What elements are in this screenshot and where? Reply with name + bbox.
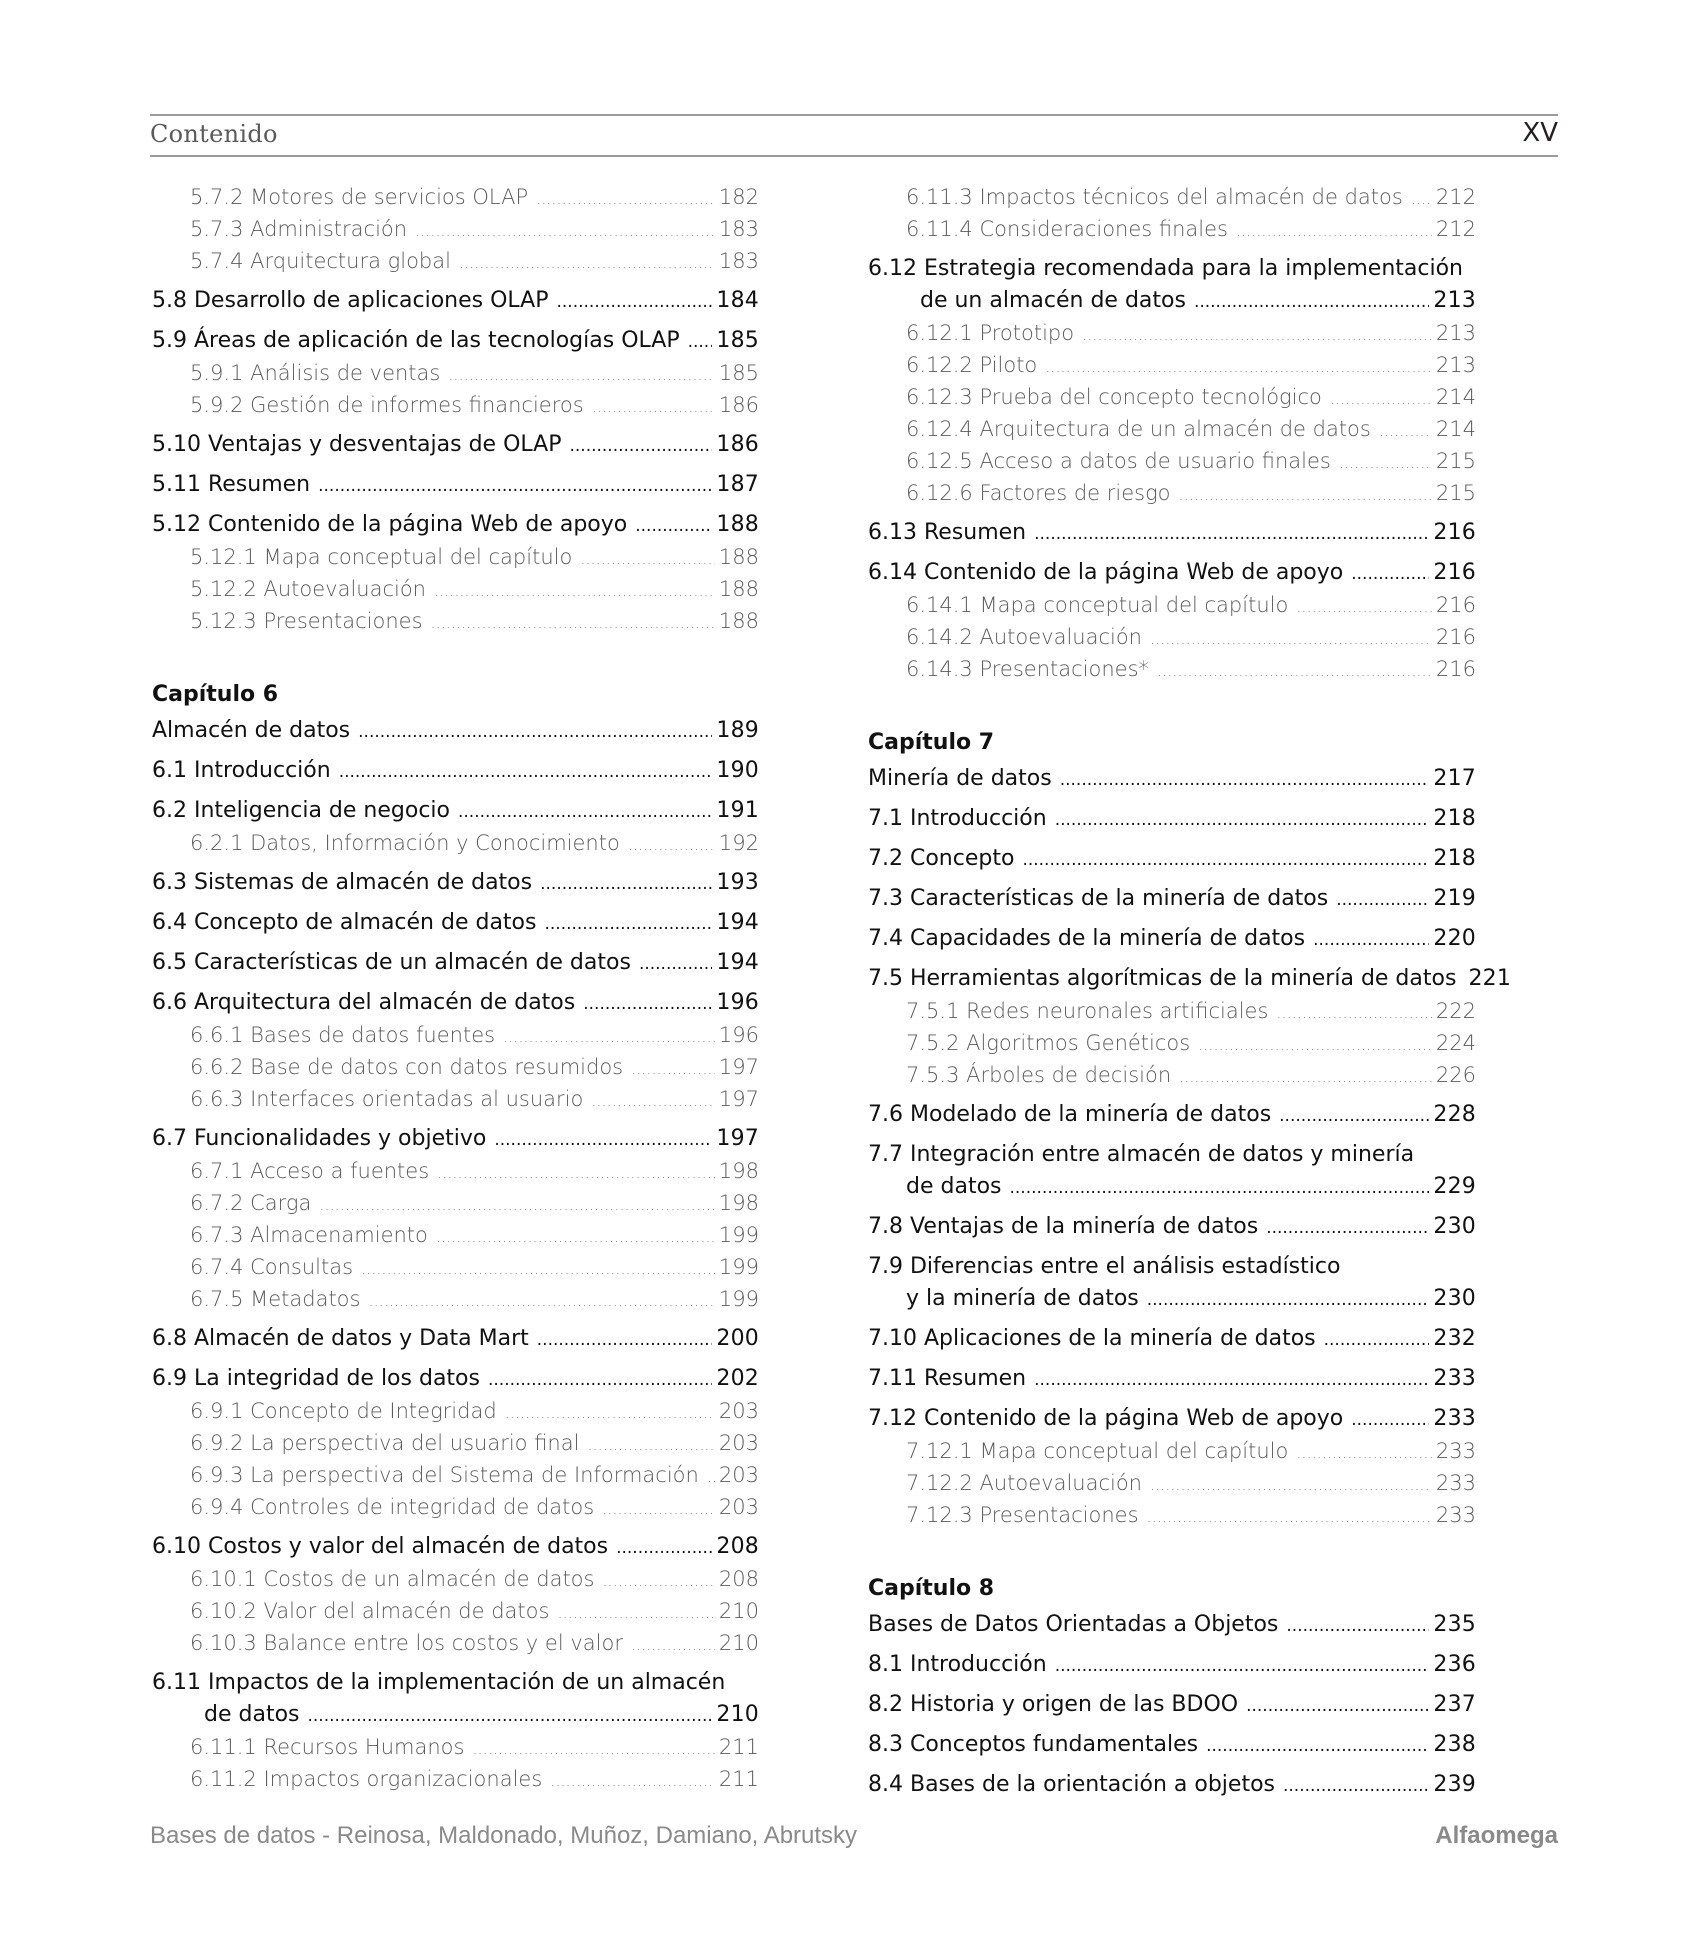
- dot-leader: [1279, 1100, 1429, 1132]
- toc-section[interactable]: 5.11 Resumen ..... 187: [152, 469, 759, 501]
- toc-page-number: 203: [718, 1431, 759, 1455]
- dot-leader: [602, 1493, 715, 1525]
- dot-leader: [1060, 764, 1430, 796]
- dot-leader: [1296, 1437, 1432, 1469]
- toc-page-number: 190: [716, 758, 759, 783]
- toc-section[interactable]: 7.1 Introducción ..... 218: [868, 803, 1476, 835]
- toc-page-number: 216: [1435, 593, 1476, 617]
- toc-section[interactable]: 7.5 Herramientas algorítmicas de la minería de datos 221: [868, 963, 1476, 995]
- dot-leader: [458, 796, 712, 828]
- dot-leader: [503, 1021, 715, 1053]
- dot-leader: [1055, 1650, 1430, 1682]
- header-bottom-rule: [150, 155, 1558, 157]
- toc-entry[interactable]: 6.6.2 Base de datos con datos resumidos ..... 197: [152, 1051, 759, 1083]
- toc-page-number: 233: [1435, 1471, 1476, 1495]
- dot-leader: [569, 430, 712, 462]
- toc-page-number: 185: [718, 361, 759, 385]
- dot-leader: [537, 1324, 713, 1356]
- toc-entry[interactable]: 7.5.2 Algoritmos Genéticos ..... 224: [868, 1027, 1476, 1059]
- dot-leader: [1313, 924, 1429, 956]
- toc-page-number: 211: [718, 1735, 759, 1759]
- toc-page-number: 194: [716, 910, 759, 935]
- toc-page-number: 221: [1468, 966, 1512, 991]
- dot-leader: [1194, 286, 1429, 318]
- toc-page-number: 188: [718, 577, 759, 601]
- toc-section-line1[interactable]: 6.11 Impactos de la implementación de un almacén: [152, 1670, 726, 1695]
- dot-leader: [318, 470, 712, 502]
- toc-page-number: 233: [1435, 1503, 1476, 1527]
- toc-page-number: 211: [718, 1767, 759, 1791]
- toc-section[interactable]: 8.1 Introducción ..... 236: [868, 1649, 1476, 1681]
- toc-page-number: 198: [718, 1159, 759, 1183]
- toc-page-number: 213: [1435, 353, 1476, 377]
- dot-leader: [1179, 1061, 1432, 1093]
- toc-entry[interactable]: 6.12.5 Acceso a datos de usuario finales ..... 215: [868, 445, 1476, 477]
- toc-page-number: 219: [1433, 886, 1476, 911]
- toc-entry[interactable]: 6.11.1 Recursos Humanos ..... 211: [152, 1731, 759, 1763]
- dot-leader: [639, 948, 712, 980]
- dot-leader: [308, 1700, 713, 1732]
- dot-leader: [1266, 1212, 1429, 1244]
- toc-page-number: 214: [1435, 385, 1476, 409]
- toc-page-number: 230: [1433, 1286, 1476, 1311]
- toc-entry[interactable]: 7.5.1 Redes neuronales artificiales ..... 222: [868, 995, 1476, 1027]
- dot-leader: [361, 1253, 715, 1285]
- dot-leader: [1236, 215, 1432, 247]
- toc-chapter-title[interactable]: Almacén de datos ..... 189: [152, 715, 759, 747]
- toc-page-number: 199: [718, 1255, 759, 1279]
- dot-leader: [707, 1461, 715, 1493]
- toc-entry[interactable]: 6.12.3 Prueba del concepto tecnológico ..... 214: [868, 381, 1476, 413]
- toc-page-number: 213: [1433, 288, 1476, 313]
- dot-leader: [459, 247, 715, 279]
- toc-page-number: 198: [718, 1191, 759, 1215]
- footer-publisher: Alfaomega: [1435, 1822, 1558, 1849]
- toc-page-number: 212: [1435, 217, 1476, 241]
- toc-section[interactable]: 6.6 Arquitectura del almacén de datos ..... 196: [152, 987, 759, 1019]
- toc-entry[interactable]: 6.6.1 Bases de datos fuentes ..... 196: [152, 1019, 759, 1051]
- toc-entry[interactable]: 5.12.3 Presentaciones ..... 188: [152, 605, 759, 637]
- toc-entry[interactable]: 7.5.3 Árboles de decisión ..... 226: [868, 1059, 1476, 1091]
- dot-leader: [448, 359, 715, 391]
- toc-section[interactable]: 7.12 Contenido de la página Web de apoyo ..... 233: [868, 1403, 1476, 1435]
- toc-page-number: 194: [716, 950, 759, 975]
- toc-page-number: 197: [718, 1087, 759, 1111]
- toc-section[interactable]: 6.14 Contenido de la página Web de apoyo ..... 216: [868, 557, 1476, 589]
- dot-leader: [1157, 655, 1432, 687]
- toc-page-number: 235: [1433, 1612, 1476, 1637]
- dot-leader: [536, 183, 715, 215]
- dot-leader: [1246, 1690, 1429, 1722]
- dot-leader: [1147, 1501, 1432, 1533]
- toc-page-number: 182: [718, 185, 759, 209]
- dot-leader: [544, 908, 712, 940]
- toc-page-number: 218: [1433, 846, 1476, 871]
- toc-section[interactable]: 6.3 Sistemas de almacén de datos ..... 193: [152, 867, 759, 899]
- dot-leader: [1082, 319, 1432, 351]
- toc-page-number: 222: [1435, 999, 1476, 1023]
- toc-section[interactable]: 7.2 Concepto ..... 218: [868, 843, 1476, 875]
- toc-page-number: 188: [716, 512, 759, 537]
- toc-entry[interactable]: 6.7.5 Metadatos ..... 199: [152, 1283, 759, 1315]
- header-top-rule: [150, 114, 1558, 116]
- chapter-heading: Capítulo 7: [868, 730, 995, 755]
- toc-section[interactable]: 7.4 Capacidades de la minería de datos ..... 220: [868, 923, 1476, 955]
- toc-section[interactable]: 6.10 Costos y valor del almacén de datos ..... 208: [152, 1531, 759, 1563]
- toc-page-number: 236: [1433, 1652, 1476, 1677]
- toc-page-number: 189: [716, 718, 759, 743]
- toc-chapter-title[interactable]: Bases de Datos Orientadas a Objetos ..... 235: [868, 1609, 1476, 1641]
- dot-leader: [550, 1765, 715, 1797]
- toc-entry[interactable]: 6.10.1 Costos de un almacén de datos ..... 208: [152, 1563, 759, 1595]
- dot-leader: [1286, 1610, 1429, 1642]
- toc-entry[interactable]: 7.12.1 Mapa conceptual del capítulo ..... 233: [868, 1435, 1476, 1467]
- toc-page-number: 193: [716, 870, 759, 895]
- footer-book-info: Bases de datos - Reinosa, Maldonado, Muñoz, Damiano, Abrutsky: [150, 1822, 858, 1849]
- dot-leader: [591, 1085, 715, 1117]
- toc-page-number: 213: [1435, 321, 1476, 345]
- toc-page-number: 233: [1435, 1439, 1476, 1463]
- dot-leader: [1010, 1172, 1430, 1204]
- toc-page-number: 226: [1435, 1063, 1476, 1087]
- toc-entry[interactable]: 6.7.4 Consultas ..... 199: [152, 1251, 759, 1283]
- dot-leader: [494, 1124, 712, 1156]
- toc-page-number: 210: [716, 1702, 759, 1727]
- dot-leader: [436, 1221, 715, 1253]
- toc-page-number: 216: [1433, 560, 1476, 585]
- toc-entry[interactable]: 6.9.3 La perspectiva del Sistema de Información ..... 203: [152, 1459, 759, 1491]
- dot-leader: [1379, 415, 1432, 447]
- toc-entry[interactable]: 5.9.2 Gestión de informes financieros ..... 186: [152, 389, 759, 421]
- toc-section[interactable]: 6.5 Características de un almacén de datos ..... 194: [152, 947, 759, 979]
- dot-leader: [1324, 1324, 1430, 1356]
- dot-leader: [1296, 591, 1432, 623]
- toc-entry[interactable]: 5.7.3 Administración ..... 183: [152, 213, 759, 245]
- toc-page-number: 186: [716, 432, 759, 457]
- dot-leader: [1351, 558, 1429, 590]
- toc-page-number: 230: [1433, 1214, 1476, 1239]
- toc-page-number: 237: [1433, 1692, 1476, 1717]
- toc-page-number: 216: [1435, 657, 1476, 681]
- toc-section[interactable]: 5.10 Ventajas y desventajas de OLAP ..... 186: [152, 429, 759, 461]
- toc-section[interactable]: 6.4 Concepto de almacén de datos ..... 194: [152, 907, 759, 939]
- toc-section[interactable]: 7.10 Aplicaciones de la minería de datos ..... 232: [868, 1323, 1476, 1355]
- toc-page-number: 229: [1433, 1174, 1476, 1199]
- toc-entry[interactable]: 6.9.2 La perspectiva del usuario final ..... 203: [152, 1427, 759, 1459]
- toc-page-number: 233: [1433, 1406, 1476, 1431]
- toc-entry[interactable]: 5.7.4 Arquitectura global ..... 183: [152, 245, 759, 277]
- dot-leader: [1022, 844, 1429, 876]
- toc-entry[interactable]: 6.14.2 Autoevaluación ..... 216: [868, 621, 1476, 653]
- dot-leader: [1034, 518, 1429, 550]
- toc-entry[interactable]: 6.11.2 Impactos organizacionales ..... 211: [152, 1763, 759, 1795]
- dot-leader: [434, 575, 715, 607]
- dot-leader: [1351, 1404, 1429, 1436]
- chapter-heading: Capítulo 6: [152, 682, 279, 707]
- toc-entry[interactable]: 6.7.2 Carga ..... 198: [152, 1187, 759, 1219]
- dot-leader: [1198, 1029, 1432, 1061]
- toc-section[interactable]: 7.8 Ventajas de la minería de datos ..... 230: [868, 1211, 1476, 1243]
- dot-leader: [339, 756, 713, 788]
- toc-section[interactable]: 5.12 Contenido de la página Web de apoyo ..... 188: [152, 509, 759, 541]
- toc-page-number: 191: [716, 798, 759, 823]
- toc-section[interactable]: 7.3 Características de la minería de datos ..... 219: [868, 883, 1476, 915]
- dot-leader: [1276, 997, 1432, 1029]
- toc-section[interactable]: 8.4 Bases de la orientación a objetos ..... 239: [868, 1769, 1476, 1801]
- dot-leader: [1055, 804, 1430, 836]
- toc-page-number: 239: [1433, 1772, 1476, 1797]
- toc-page-number: 185: [716, 328, 759, 353]
- toc-page-number: 216: [1433, 520, 1476, 545]
- dot-leader: [1206, 1730, 1429, 1762]
- toc-page-number: 220: [1433, 926, 1476, 951]
- toc-entry[interactable]: 7.12.2 Autoevaluación ..... 233: [868, 1467, 1476, 1499]
- toc-page-number: 186: [718, 393, 759, 417]
- toc-page-number: 196: [718, 1023, 759, 1047]
- toc-entry[interactable]: 6.10.2 Valor del almacén de datos ..... 210: [152, 1595, 759, 1627]
- toc-page-number: 187: [716, 472, 759, 497]
- toc-entry[interactable]: 6.11.3 Impactos técnicos del almacén de datos ..... 212: [868, 181, 1476, 213]
- toc-left-column: [152, 181, 759, 1795]
- toc-page-number: 215: [1435, 449, 1476, 473]
- toc-page-number: 197: [716, 1126, 759, 1151]
- dot-leader: [1330, 383, 1432, 415]
- toc-page-number: 203: [718, 1399, 759, 1423]
- toc-page-number: 233: [1433, 1366, 1476, 1391]
- toc-section-line1[interactable]: 6.12 Estrategia recomendada para la implementación: [868, 256, 1463, 281]
- toc-section[interactable]: 5.8 Desarrollo de aplicaciones OLAP ..... 184: [152, 285, 759, 317]
- toc-section[interactable]: 5.9 Áreas de aplicación de las tecnologías OLAP ..... 185: [152, 325, 759, 357]
- dot-leader: [1336, 884, 1429, 916]
- toc-page-number: 188: [718, 545, 759, 569]
- dot-leader: [1283, 1770, 1429, 1802]
- dot-leader: [1179, 479, 1432, 511]
- toc-page-number: 183: [718, 217, 759, 241]
- toc-section[interactable]: 6.8 Almacén de datos y Data Mart ..... 200: [152, 1323, 759, 1355]
- toc-entry[interactable]: 6.12.2 Piloto ..... 213: [868, 349, 1476, 381]
- dot-leader: [557, 1597, 714, 1629]
- toc-page-number: 215: [1435, 481, 1476, 505]
- dot-leader: [505, 1397, 715, 1429]
- toc-right-column: [868, 181, 1512, 1801]
- toc-entry[interactable]: 5.12.1 Mapa conceptual del capítulo ..... 188: [152, 541, 759, 573]
- dot-leader: [583, 988, 712, 1020]
- toc-section[interactable]: 6.7 Funcionalidades y objetivo ..... 197: [152, 1123, 759, 1155]
- dot-leader: [1339, 447, 1432, 479]
- toc-page-number: 199: [718, 1287, 759, 1311]
- toc-page-number: 199: [718, 1223, 759, 1247]
- toc-page-number: 228: [1433, 1102, 1476, 1127]
- toc-section-line2[interactable]: y la minería de datos ..... 230: [868, 1283, 1476, 1315]
- dot-leader: [1147, 1284, 1430, 1316]
- dot-leader: [557, 286, 713, 318]
- toc-section[interactable]: 7.11 Resumen ..... 233: [868, 1363, 1476, 1395]
- toc-entry[interactable]: 5.12.2 Autoevaluación ..... 188: [152, 573, 759, 605]
- chapter-heading: Capítulo 8: [868, 1576, 995, 1601]
- toc-entry[interactable]: 6.7.1 Acceso a fuentes ..... 198: [152, 1155, 759, 1187]
- toc-page-number: 232: [1433, 1326, 1476, 1351]
- toc-page-number: 197: [718, 1055, 759, 1079]
- toc-page-number: 210: [718, 1631, 759, 1655]
- dot-leader: [580, 543, 715, 575]
- toc-entry[interactable]: 5.7.2 Motores de servicios OLAP ..... 182: [152, 181, 759, 213]
- dot-leader: [431, 607, 715, 639]
- toc-section-line2[interactable]: de un almacén de datos ..... 213: [868, 285, 1476, 317]
- toc-page-number: 203: [718, 1463, 759, 1487]
- toc-entry[interactable]: 6.2.1 Datos, Información y Conocimiento ..... 192: [152, 827, 759, 859]
- toc-section[interactable]: 6.9 La integridad de los datos ..... 202: [152, 1363, 759, 1395]
- toc-page-number: 192: [718, 831, 759, 855]
- running-header-title: Contenido: [150, 120, 278, 148]
- dot-leader: [631, 1629, 715, 1661]
- toc-entry[interactable]: 5.9.1 Análisis de ventas ..... 185: [152, 357, 759, 389]
- dot-leader: [628, 829, 715, 861]
- dot-leader: [368, 1285, 714, 1317]
- toc-chapter-title[interactable]: Minería de datos ..... 217: [868, 763, 1476, 795]
- toc-section[interactable]: 6.13 Resumen ..... 216: [868, 517, 1476, 549]
- toc-page-number: 210: [718, 1599, 759, 1623]
- dot-leader: [1034, 1364, 1429, 1396]
- toc-section-line1[interactable]: 7.7 Integración entre almacén de datos y minería: [868, 1142, 1415, 1167]
- toc-entry[interactable]: 7.12.3 Presentaciones ..... 233: [868, 1499, 1476, 1531]
- toc-page-number: 208: [718, 1567, 759, 1591]
- toc-entry[interactable]: 6.12.1 Prototipo ..... 213: [868, 317, 1476, 349]
- toc-entry[interactable]: 6.9.4 Controles de integridad de datos ..... 203: [152, 1491, 759, 1523]
- page-number: XV: [1522, 118, 1558, 148]
- toc-page-number: 184: [716, 288, 759, 313]
- toc-section[interactable]: 8.3 Conceptos fundamentales ..... 238: [868, 1729, 1476, 1761]
- dot-leader: [472, 1733, 714, 1765]
- toc-page-number: 216: [1435, 625, 1476, 649]
- toc-entry[interactable]: 6.14.3 Presentaciones* ..... 216: [868, 653, 1476, 685]
- toc-entry[interactable]: 6.11.4 Consideraciones finales ..... 212: [868, 213, 1476, 245]
- toc-page-number: 238: [1433, 1732, 1476, 1757]
- toc-page-number: 208: [716, 1534, 759, 1559]
- dot-leader: [635, 510, 712, 542]
- dot-leader: [415, 215, 715, 247]
- dot-leader: [688, 326, 713, 358]
- dot-leader: [540, 868, 712, 900]
- toc-page-number: 200: [716, 1326, 759, 1351]
- dot-leader: [631, 1053, 715, 1085]
- toc-page-number: 188: [718, 609, 759, 633]
- dot-leader: [587, 1429, 714, 1461]
- dot-leader: [1150, 623, 1432, 655]
- toc-entry[interactable]: 6.10.3 Balance entre los costos y el valor ..... 210: [152, 1627, 759, 1659]
- toc-entry[interactable]: 6.9.1 Concepto de Integridad ..... 203: [152, 1395, 759, 1427]
- dot-leader: [1411, 183, 1432, 215]
- toc-page-number: 212: [1435, 185, 1476, 209]
- toc-entry[interactable]: 6.12.4 Arquitectura de un almacén de datos ..... 214: [868, 413, 1476, 445]
- toc-page-number: 196: [716, 990, 759, 1015]
- toc-section[interactable]: 6.1 Introducción ..... 190: [152, 755, 759, 787]
- toc-page-number: 217: [1433, 766, 1476, 791]
- toc-page-number: 203: [718, 1495, 759, 1519]
- toc-section-line2[interactable]: de datos ..... 210: [152, 1699, 759, 1731]
- dot-leader: [437, 1157, 715, 1189]
- dot-leader: [358, 716, 712, 748]
- toc-section[interactable]: 7.6 Modelado de la minería de datos ..... 228: [868, 1099, 1476, 1131]
- toc-page-number: 224: [1435, 1031, 1476, 1055]
- dot-leader: [592, 391, 715, 423]
- dot-leader: [1150, 1469, 1432, 1501]
- toc-page-number: 218: [1433, 806, 1476, 831]
- dot-leader: [319, 1189, 715, 1221]
- toc-section-line2[interactable]: de datos ..... 229: [868, 1171, 1476, 1203]
- toc-entry[interactable]: 6.14.1 Mapa conceptual del capítulo ..... 216: [868, 589, 1476, 621]
- toc-section[interactable]: 8.2 Historia y origen de las BDOO ..... 237: [868, 1689, 1476, 1721]
- toc-page-number: 183: [718, 249, 759, 273]
- toc-entry[interactable]: 6.7.3 Almacenamiento ..... 199: [152, 1219, 759, 1251]
- dot-leader: [602, 1565, 714, 1597]
- toc-page-number: 214: [1435, 417, 1476, 441]
- dot-leader: [1045, 351, 1432, 383]
- dot-leader: [488, 1364, 712, 1396]
- dot-leader: [616, 1532, 712, 1564]
- toc-page-number: 202: [716, 1366, 759, 1391]
- toc-section-line1[interactable]: 7.9 Diferencias entre el análisis estadístico: [868, 1254, 1341, 1279]
- toc-section[interactable]: 6.2 Inteligencia de negocio ..... 191: [152, 795, 759, 827]
- toc-entry[interactable]: 6.6.3 Interfaces orientadas al usuario ..... 197: [152, 1083, 759, 1115]
- toc-entry[interactable]: 6.12.6 Factores de riesgo ..... 215: [868, 477, 1476, 509]
